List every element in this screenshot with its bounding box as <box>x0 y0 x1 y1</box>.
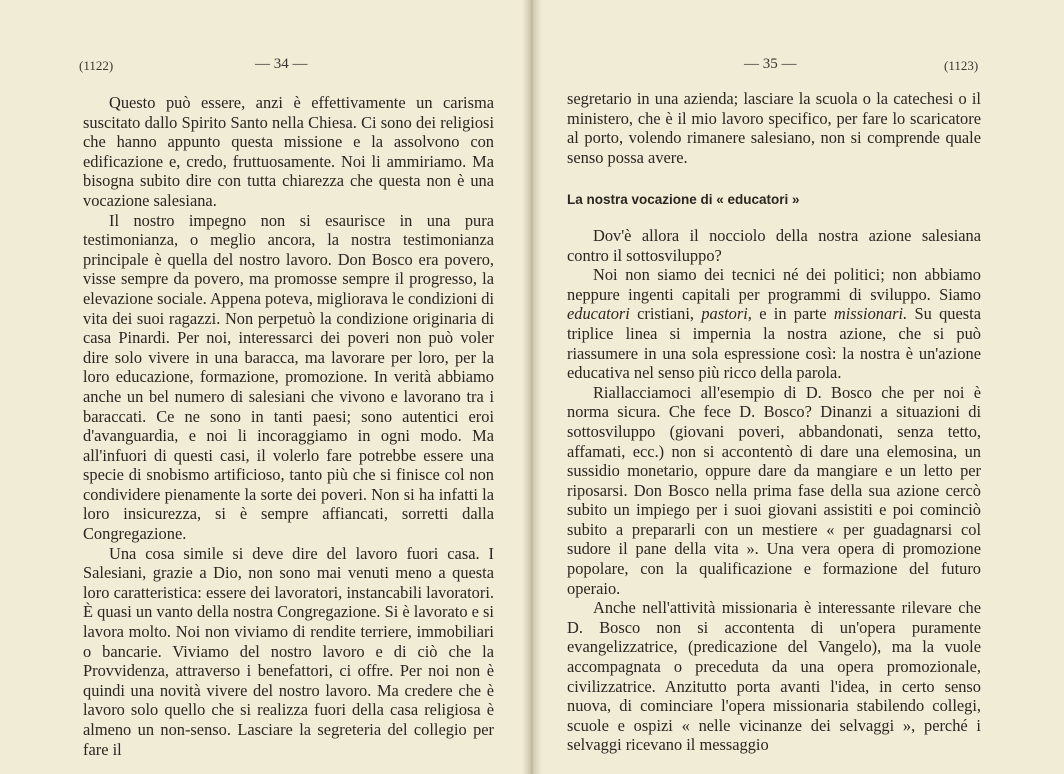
right-paragraph-1: Dov'è allora il nocciolo della nostra azione salesiana contro il sottosviluppo? <box>567 225 981 265</box>
left-paragraph-2: Il nostro impegno non si esaurisce in una pura testimonianza, o meglio ancora, la nostra testimonianza principale è quella del nostro lavoro. Don Bosco era povero, visse sempre da povero, ma promosse sempre il progresso, la elevazione sociale. Appena poteva, migliorava le condizioni di vita dei suoi ragazzi. Non perpetuò la condizione originaria di casa Pinardi. Per noi, interessarci dei poveri non può voler dire solo vivere in una baracca, ma lavorare per loro, per la loro educazione, formazione, promozione. In verità abbiamo anche un bel numero di salesiani che vivono e lavorano tra i baraccati. Ce ne sono in tanti paesi; sono autentici eroi d'avanguardia, e noi li incoraggiamo in ogni modo. Ma all'infuori di questi casi, il volerlo fare potrebbe essere una specie di snobismo artificioso, tanto più che si finisce col non condividere pienamente la sorte dei poveri. Non si ha infatti la loro insicurezza, si è sempre affiancati, sorretti dalla Congregazione. <box>83 210 494 544</box>
right-page-number: — 35 — <box>744 56 797 72</box>
text-run: Su questa triplice linea si impernia la nostra azione, che si può riassumere in una sola espressione così: la nostra è un'azione educativa nel senso più ricco della parola. <box>567 304 981 383</box>
left-paragraph-3: Una cosa simile si deve dire del lavoro fuori casa. I Salesiani, grazie a Dio, non sono mai venuti meno a questa loro caratteristica: essere dei lavoratori, instancabili lavoratori. È quasi un vanto della nostra Congregazione. Si è lavorato e si lavora molto. Noi non viviamo di rendite terriere, immobiliari o bancarie. Viviamo del nostro lavoro e di ciò che la Provvidenza, attraverso i benefattori, ci offre. Per noi non è quindi una novità vivere del nostro lavoro. Ma credere che è lavoro solo quello che si realizza fuori della casa religiosa è almeno un non-senso. Lasciare la segreteria del collegio per fare il <box>83 543 494 759</box>
italic-word: educatori <box>567 304 630 324</box>
left-running-head: (1122) <box>79 58 114 73</box>
italic-word: pastori, <box>701 304 752 324</box>
section-heading: La nostra vocazione di « educatori » <box>567 192 800 208</box>
left-body-text <box>83 93 494 759</box>
left-page-number: — 34 — <box>255 56 308 72</box>
right-carryover-paragraph: segretario in una azienda; lasciare la scuola o la catechesi o il ministero, che è il mio lavoro specifico, per fare lo scaricatore al porto, volendo rimanere salesiano, non si comprende quale senso possa avere. <box>567 89 981 167</box>
text-run: Noi non siamo dei tecnici né dei politici; non abbiamo neppure ingenti capitali per programmi di sviluppo. Siamo <box>567 265 981 304</box>
right-paragraph-3: Riallacciamoci all'esempio di D. Bosco che per noi è norma sicura. Che fece D. Bosco? Dinanzi a situazioni di sottosviluppo (giovani poveri, abbandonati, senza tetto, affamati, ecc.) non si accontentò di dare una elemosina, un sussidio monetario, oppure dare da mangiare e un letto per riposarsi. Don Bosco nella prima fase della sua azione cercò subito un impiego per i suoi giovani assistiti e poi cominciò subito a prepararli con un mestiere « per guadagnarsi col sudore il pane della vita ». Una vera opera di promozione popolare, con la qualificazione e formazione del futuro operaio. <box>567 382 981 598</box>
right-body-text <box>567 89 981 755</box>
right-paragraph-4: Anche nell'attività missionaria è interessante rilevare che D. Bosco non si accontenta di un'opera puramente evangelizzatrice, (predicazione del Vangelo), ma la vuole accompagnata o preceduta da una opera promozionale, civilizzatrice. Anzitutto porta avanti l'idea, in certo senso nuova, di cominciare l'opera missionaria stabilendo collegi, scuole e ospizi « nelle vicinanze dei selvaggi », perché i selvaggi ricevano il messaggio <box>567 598 981 755</box>
text-run: e in parte <box>751 304 834 324</box>
right-page <box>532 0 1064 774</box>
right-running-head: (1123) <box>944 58 979 73</box>
left-page <box>0 0 530 774</box>
book-gutter <box>522 0 542 774</box>
text-run: cristiani, <box>629 304 702 324</box>
italic-word: missionari. <box>833 304 908 324</box>
right-paragraph-2 <box>567 265 981 383</box>
left-paragraph-1: Questo può essere, anzi è effettivamente un carisma suscitato dallo Spirito Santo nella Chiesa. Ci sono dei religiosi che hanno appunto questa missione e la assolvono con edificazione e, credo, fruttuosamente. Noi li ammiriamo. Ma bisogna subito dire con tutta chiarezza che questa non è una vocazione salesiana. <box>83 93 494 210</box>
